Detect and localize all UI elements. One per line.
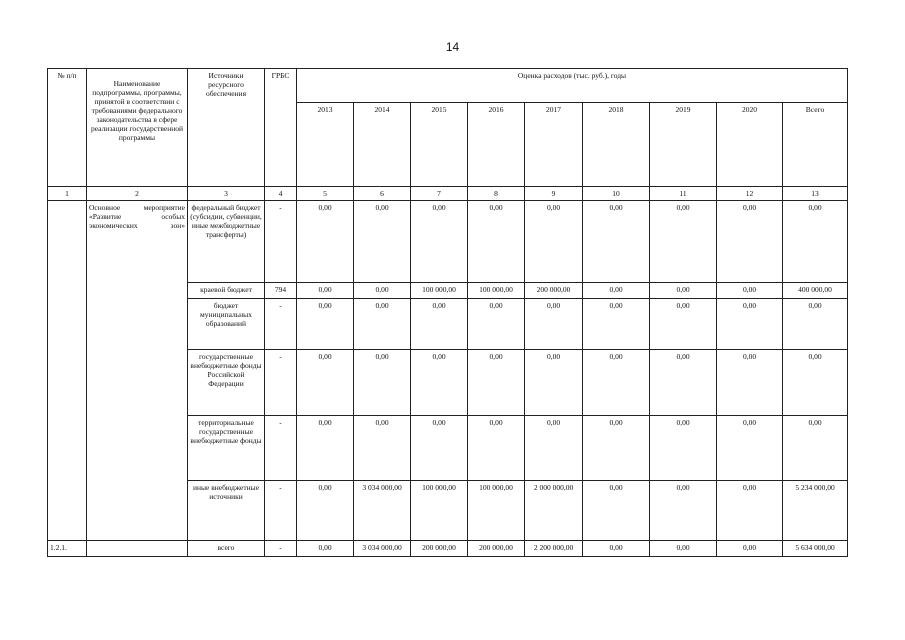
- column-number-row: [48, 187, 848, 201]
- row-value: 0,00: [297, 416, 354, 481]
- row-value: 0,00: [354, 350, 411, 416]
- row-value: 0,00: [297, 201, 354, 283]
- row-value: 0,00: [783, 299, 848, 350]
- total-value: 0,00: [650, 541, 717, 557]
- row-value: 0,00: [468, 350, 525, 416]
- row-value: 100 000,00: [411, 283, 468, 299]
- row-value: 0,00: [297, 299, 354, 350]
- column-number: 4: [265, 187, 297, 201]
- row-value: 400 000,00: [783, 283, 848, 299]
- row-value: 0,00: [297, 283, 354, 299]
- row-value: 0,00: [717, 283, 783, 299]
- header-grbs: ГРБС: [265, 69, 297, 187]
- row-value: 0,00: [525, 299, 583, 350]
- row-value: 0,00: [468, 201, 525, 283]
- row-source: иные внебюджетные источники: [188, 481, 265, 541]
- table-row: [48, 201, 848, 283]
- row-grbs: -: [265, 416, 297, 481]
- column-number: 1: [48, 187, 87, 201]
- column-number: 13: [783, 187, 848, 201]
- row-value: 0,00: [468, 416, 525, 481]
- row-value: 0,00: [583, 416, 650, 481]
- row-value: 0,00: [650, 201, 717, 283]
- row-value: 3 034 000,00: [354, 481, 411, 541]
- total-value: 0,00: [297, 541, 354, 557]
- header-year: 2019: [650, 103, 717, 187]
- header-year: 2020: [717, 103, 783, 187]
- row-value: 0,00: [583, 350, 650, 416]
- header-year: 2014: [354, 103, 411, 187]
- column-number: 12: [717, 187, 783, 201]
- total-row-num: 1.2.1.: [48, 541, 87, 557]
- row-value: 100 000,00: [468, 481, 525, 541]
- row-value: 0,00: [354, 283, 411, 299]
- row-source: территориальные государственные внебюджетные фонды: [188, 416, 265, 481]
- row-value: 0,00: [583, 299, 650, 350]
- row-value: 0,00: [783, 201, 848, 283]
- row-value: 0,00: [411, 299, 468, 350]
- header-row: [48, 69, 848, 103]
- header-source: Источники ресурсного обеспечения: [188, 69, 265, 187]
- row-value: 0,00: [717, 201, 783, 283]
- header-estimate: Оценка расходов (тыс. руб.), годы: [297, 69, 848, 103]
- row-num-empty: [48, 201, 87, 541]
- total-value: 0,00: [717, 541, 783, 557]
- total-row-name-empty: [87, 541, 188, 557]
- row-value: 5 234 000,00: [783, 481, 848, 541]
- row-value: 0,00: [354, 416, 411, 481]
- header-name: Наименование подпрограммы, программы, принятой в соответствии с требованиями федерального законодательства в сфере реализации государственной программы: [87, 69, 188, 187]
- row-value: 0,00: [525, 416, 583, 481]
- header-num: № п/п: [48, 69, 87, 187]
- row-value: 0,00: [650, 350, 717, 416]
- column-number: 9: [525, 187, 583, 201]
- row-value: 200 000,00: [525, 283, 583, 299]
- row-source: бюджет муниципальных образований: [188, 299, 265, 350]
- total-row: [48, 541, 848, 557]
- row-value: 100 000,00: [411, 481, 468, 541]
- column-number: 10: [583, 187, 650, 201]
- row-source: государственные внебюджетные фонды Российской Федерации: [188, 350, 265, 416]
- row-grbs: -: [265, 299, 297, 350]
- row-value: 0,00: [525, 201, 583, 283]
- row-grbs: -: [265, 201, 297, 283]
- total-row-grbs: -: [265, 541, 297, 557]
- row-value: 0,00: [650, 283, 717, 299]
- row-value: 0,00: [783, 416, 848, 481]
- row-source: федеральный бюджет (субсидии, субвенции, иные межбюджетные трансферты): [188, 201, 265, 283]
- row-source: краевой бюджет: [188, 283, 265, 299]
- total-value: 5 634 000,00: [783, 541, 848, 557]
- row-value: 0,00: [717, 481, 783, 541]
- column-number: 11: [650, 187, 717, 201]
- activity-name: Основное мероприятие «Развитие особых экономических зон»: [87, 201, 188, 541]
- row-value: 0,00: [583, 481, 650, 541]
- row-value: 0,00: [297, 481, 354, 541]
- total-value: 2 200 000,00: [525, 541, 583, 557]
- total-row-source: всего: [188, 541, 265, 557]
- header-year: 2018: [583, 103, 650, 187]
- header-year: 2017: [525, 103, 583, 187]
- row-value: 0,00: [650, 416, 717, 481]
- row-value: 0,00: [650, 299, 717, 350]
- row-value: 0,00: [783, 350, 848, 416]
- column-number: 6: [354, 187, 411, 201]
- total-value: 200 000,00: [411, 541, 468, 557]
- row-grbs: -: [265, 350, 297, 416]
- header-year: 2016: [468, 103, 525, 187]
- header-year: 2013: [297, 103, 354, 187]
- row-value: 0,00: [650, 481, 717, 541]
- row-value: 0,00: [468, 299, 525, 350]
- header-total: Всего: [783, 103, 848, 187]
- row-value: 0,00: [411, 416, 468, 481]
- row-grbs: 794: [265, 283, 297, 299]
- header-year: 2015: [411, 103, 468, 187]
- row-value: 0,00: [354, 201, 411, 283]
- row-value: 0,00: [525, 350, 583, 416]
- column-number: 5: [297, 187, 354, 201]
- row-value: 0,00: [297, 350, 354, 416]
- total-value: 0,00: [583, 541, 650, 557]
- row-value: 100 000,00: [468, 283, 525, 299]
- row-value: 0,00: [411, 201, 468, 283]
- column-number: 7: [411, 187, 468, 201]
- row-value: 0,00: [411, 350, 468, 416]
- page-number: 14: [445, 40, 460, 54]
- row-grbs: -: [265, 481, 297, 541]
- column-number: 2: [87, 187, 188, 201]
- row-value: 0,00: [583, 201, 650, 283]
- column-number: 3: [188, 187, 265, 201]
- row-value: 0,00: [583, 283, 650, 299]
- row-value: 2 000 000,00: [525, 481, 583, 541]
- column-number: 8: [468, 187, 525, 201]
- row-value: 0,00: [717, 350, 783, 416]
- row-value: 0,00: [717, 416, 783, 481]
- budget-table: [47, 68, 848, 557]
- row-value: 0,00: [717, 299, 783, 350]
- total-value: 200 000,00: [468, 541, 525, 557]
- total-value: 3 034 000,00: [354, 541, 411, 557]
- row-value: 0,00: [354, 299, 411, 350]
